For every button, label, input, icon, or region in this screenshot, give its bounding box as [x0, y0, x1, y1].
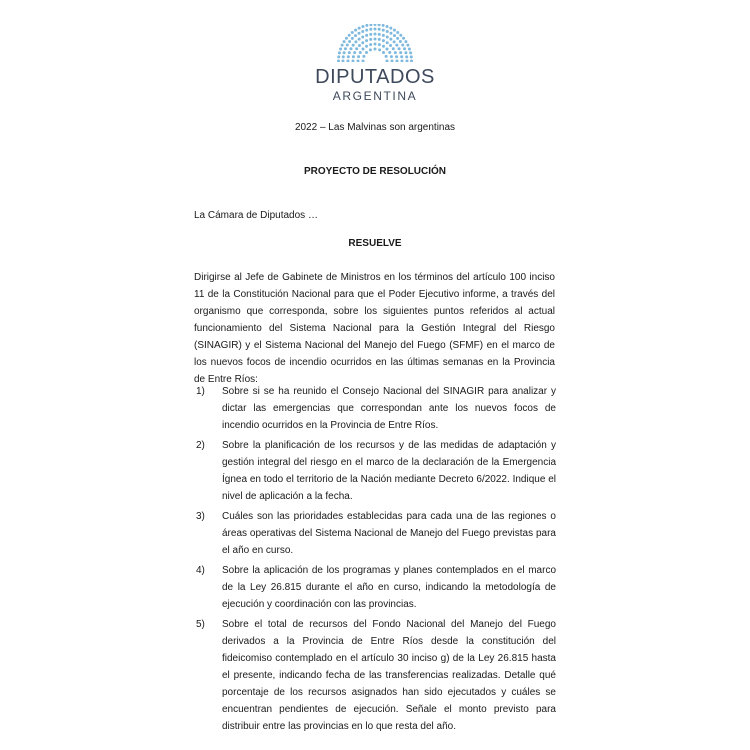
seat-dot [405, 55, 408, 58]
seat-dot [393, 40, 396, 43]
seat-dot [386, 25, 389, 28]
seat-dot [390, 32, 393, 35]
document-title: PROYECTO DE RESOLUCIÓN [303, 166, 447, 177]
seat-dot [388, 51, 391, 54]
intro-paragraph: Dirigirse al Jefe de Gabinete de Ministros en los términos del artículo 100 inciso 11 de la Constitución Nacional para que el Poder Ejecutivo informe, a través del organismo que corresponda, sobre los siguientes puntos referidos al actual funcionamiento del Sistema Nacional para la Gestión Integral del Riesgo (SINAGIR) y el Sistema Nacional del Manejo del Fuego (SFMF) en el marco de los nuevos focos de incendio ocurridos en las últimas semanas en la Provincia de Entre Ríos: [194, 272, 555, 385]
seat-dot [339, 47, 342, 50]
seat-dot [399, 51, 402, 54]
seat-dot [401, 60, 404, 63]
seat-dot [337, 60, 340, 63]
seat-dot [347, 60, 350, 63]
seat-dot [341, 44, 344, 47]
seat-dot [389, 38, 392, 41]
seat-dot [361, 41, 364, 44]
seat-dot [408, 47, 411, 50]
item-text: Sobre si se ha reunido el Consejo Nacional del SINAGIR para analizar y dictar las emergencias que correspondan ante los nuevos focos de incendio ocurridos en la Provincia de Entre Ríos. [222, 386, 556, 431]
seat-dot [398, 47, 401, 50]
seat-dot [378, 43, 381, 46]
list-item [196, 616, 556, 735]
seat-dot [374, 24, 377, 26]
seat-dot [361, 30, 364, 33]
seat-dot [389, 27, 392, 30]
seat-dot [386, 35, 389, 38]
item-number: 2) [196, 440, 205, 451]
seat-dot [344, 47, 347, 50]
seat-dot [361, 35, 364, 38]
seat-dot [346, 44, 349, 47]
seat-dot [365, 29, 368, 32]
seat-dot [358, 44, 361, 47]
seat-dot [358, 32, 361, 35]
seat-dot [395, 55, 398, 58]
seat-dot [390, 55, 393, 58]
seat-dot [403, 47, 406, 50]
item-number: 1) [196, 386, 205, 397]
seat-dot [382, 29, 385, 32]
seat-dot [406, 60, 409, 63]
logo-title: DIPUTADOS [315, 66, 435, 88]
seat-dot [369, 48, 372, 51]
seat-dot [369, 28, 372, 31]
seat-dot [365, 34, 368, 37]
seat-dot [410, 55, 413, 58]
resolve-heading: RESUELVE [348, 238, 402, 249]
seat-dot [382, 51, 385, 54]
seat-dot [358, 38, 361, 41]
seat-dot [382, 24, 385, 27]
seat-dot [396, 60, 399, 63]
seat-dot [378, 28, 381, 31]
seat-dot [361, 25, 364, 28]
year-motto: 2022 – Las Malvinas son argentinas [294, 122, 456, 133]
seat-dot [399, 40, 402, 43]
seat-dot [352, 60, 355, 63]
seat-dot [358, 27, 361, 30]
seat-dot [374, 48, 377, 51]
seat-dot [374, 28, 377, 31]
logo-subtitle: ARGENTINA [332, 89, 418, 103]
seat-dot [348, 51, 351, 54]
seat-dot [365, 45, 368, 48]
seat-dot [355, 47, 358, 50]
seat-dot [409, 51, 412, 54]
list-item [196, 437, 556, 505]
seat-dot [352, 44, 355, 47]
addressee: La Cámara de Diputados … [194, 210, 318, 221]
seat-dot [404, 51, 407, 54]
seat-dot [369, 43, 372, 46]
seat-dot [392, 47, 395, 50]
item-text: Sobre la planificación de los recursos y de las medidas de adaptación y gestión integral del riesgo en el marco de la declaración de la Emergencia Ígnea en todo el territorio de la Nación mediante Decreto 6/2022. Indique el nivel de aplicación a la fecha. [222, 440, 556, 502]
seat-dot [393, 29, 396, 32]
seat-dot [386, 47, 389, 50]
seat-dot [354, 40, 357, 43]
seat-dot [378, 38, 381, 41]
seat-dot [404, 40, 407, 43]
seat-dot [357, 60, 360, 63]
seat-dot [385, 55, 388, 58]
seat-dot [389, 44, 392, 47]
seat-dot [338, 51, 341, 54]
seat-dot [351, 37, 354, 40]
list-item [196, 508, 556, 559]
seat-dot [359, 51, 362, 54]
seat-dot [337, 55, 340, 58]
seat-dot [410, 60, 413, 63]
hemicycle-icon [335, 24, 415, 62]
seat-dot [352, 55, 355, 58]
seat-dot [382, 39, 385, 42]
seat-dot [349, 47, 352, 50]
diputados-logo [300, 24, 450, 103]
item-text: Sobre la aplicación de los programas y planes contemplados en el marco de la Ley 26.815 durante el año en curso, indicando la metodología de ejecución y coordinación con las provincias. [222, 565, 556, 610]
seat-dot [374, 43, 377, 46]
seat-dot [369, 24, 372, 26]
seat-dot [343, 40, 346, 43]
seat-dot [393, 34, 396, 37]
seat-dot [348, 40, 351, 43]
item-number: 3) [196, 511, 205, 522]
seat-dot [399, 34, 402, 37]
seat-dot [401, 44, 404, 47]
seat-dot [396, 31, 399, 34]
item-text: Sobre el total de recursos del Fondo Nacional del Manejo del Fuego derivados a la Provincia de Entre Ríos desde la constitución del fideicomiso contemplado en el artículo 30 inciso g) de la Ley 26.815 hasta el presente, indicando fecha de las transferencias realizadas. Detalle qué porcentaje de los recursos asignados han sido ejecutados y cuáles se encuentran pendientes de ejecución. Señale el monto previsto para distribuir entre las provincias en lo que resta del año. [222, 619, 556, 732]
seat-dot [365, 51, 368, 54]
seat-dot [374, 33, 377, 36]
seat-dot [342, 60, 345, 63]
seat-dot [354, 29, 357, 32]
seat-dot [396, 37, 399, 40]
list-item [196, 383, 556, 434]
seat-dot [391, 60, 394, 63]
seat-dot [400, 55, 403, 58]
seat-dot [365, 24, 368, 27]
seat-dot [386, 60, 389, 63]
list-item [196, 562, 556, 613]
seat-dot [353, 51, 356, 54]
seat-dot [348, 34, 351, 37]
item-text: Cuáles son las prioridades establecidas para cada una de las regiones o áreas operativas del Sistema Nacional de Manejo del Fuego previstas para el año en curso. [222, 511, 556, 556]
item-number: 5) [196, 619, 205, 630]
seat-dot [394, 51, 397, 54]
seat-dot [365, 39, 368, 42]
seat-dot [378, 48, 381, 51]
seat-dot [351, 31, 354, 34]
seat-dot [386, 41, 389, 44]
seat-dot [347, 55, 350, 58]
seat-dot [378, 33, 381, 36]
seat-dot [342, 55, 345, 58]
seat-dot [362, 60, 365, 63]
seat-dot [395, 44, 398, 47]
seat-dot [382, 34, 385, 37]
item-number: 4) [196, 565, 205, 576]
seat-dot [369, 38, 372, 41]
seat-dot [374, 38, 377, 41]
seat-dot [361, 47, 364, 50]
seat-dot [354, 34, 357, 37]
seat-dot [357, 55, 360, 58]
seat-dot [362, 55, 365, 58]
seat-dot [345, 37, 348, 40]
seat-dot [369, 33, 372, 36]
seat-dot [378, 24, 381, 26]
seat-dot [402, 37, 405, 40]
seat-dot [386, 30, 389, 33]
request-list [196, 383, 556, 738]
seat-dot [343, 51, 346, 54]
seat-dot [406, 44, 409, 47]
seat-dot [382, 45, 385, 48]
